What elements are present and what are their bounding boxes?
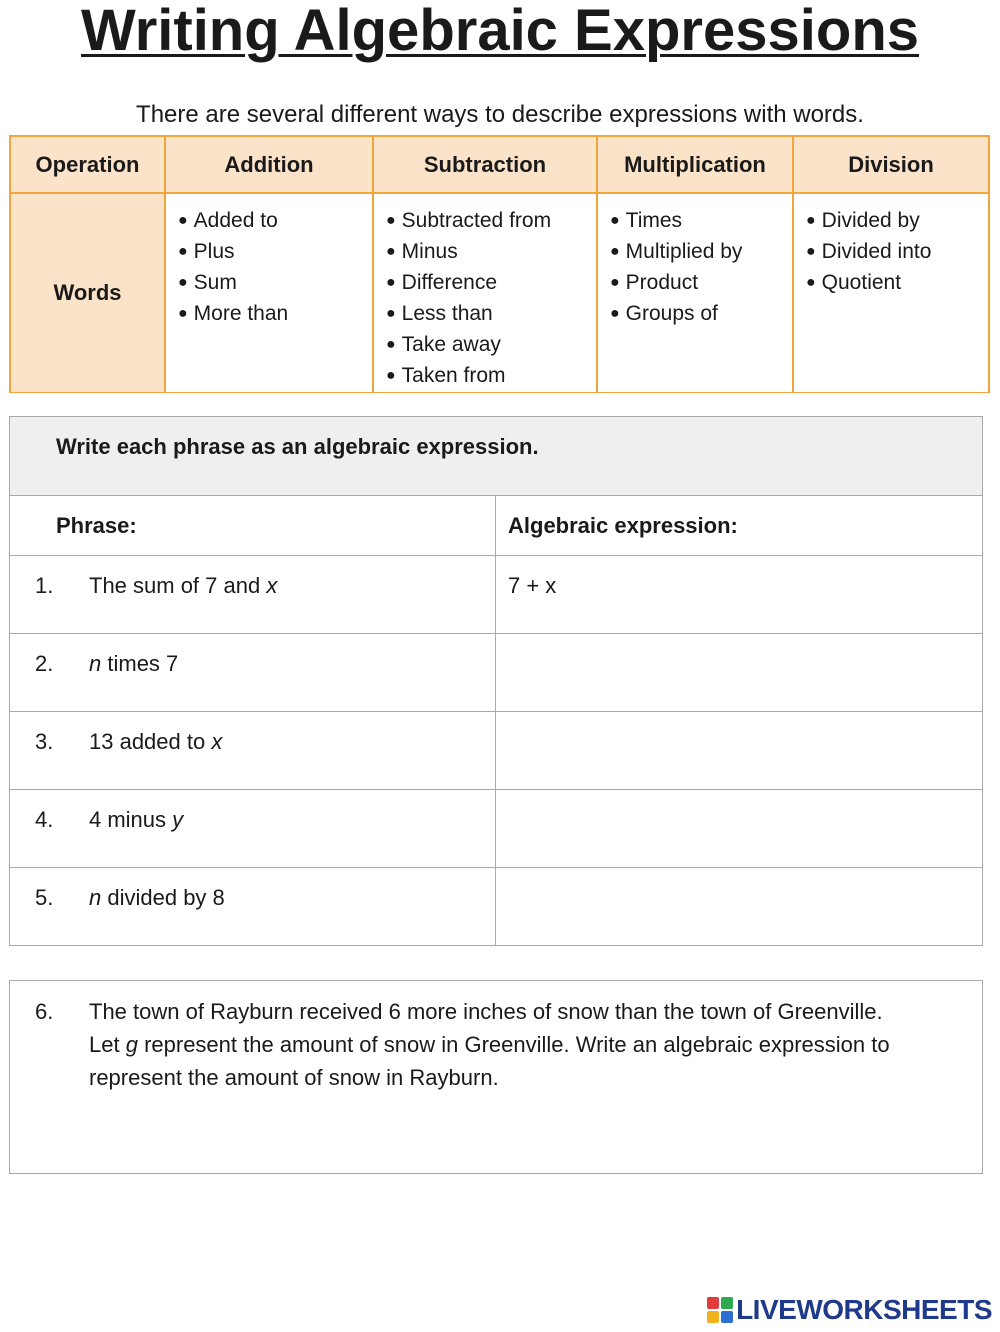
phrase-table: [9, 416, 983, 946]
word-item: ● Quotient: [806, 268, 988, 299]
words-label: Words: [11, 194, 166, 392]
intro-text: There are several different ways to describe expressions with words.: [136, 101, 864, 128]
answer-field[interactable]: [496, 790, 982, 867]
logo-square: [721, 1297, 733, 1309]
item-number: 1.: [35, 573, 54, 598]
phrase-header: Phrase:: [10, 496, 496, 555]
logo-text: LIVEWORKSHEETS: [736, 1294, 992, 1325]
word-item: ● Take away: [386, 330, 596, 361]
word-item: ● Divided into: [806, 237, 988, 268]
phrase-text: 13 added to x: [89, 729, 223, 754]
table-row: [10, 790, 982, 868]
multiplication-words: [598, 194, 794, 392]
logo-square: [721, 1311, 733, 1323]
item-number: 4.: [35, 807, 54, 832]
phrase-text: The sum of 7 and x: [89, 573, 278, 598]
answer-field[interactable]: [496, 634, 982, 711]
answer-field[interactable]: [496, 712, 982, 789]
phrase-text: n divided by 8: [89, 885, 225, 910]
multiplication-header: Multiplication: [598, 137, 794, 194]
addition-words: [166, 194, 374, 392]
table-row: [10, 712, 982, 790]
item-number: 2.: [35, 651, 54, 676]
operation-header: Operation: [11, 137, 166, 194]
item-number: 3.: [35, 729, 54, 754]
liveworksheets-logo: [707, 1294, 992, 1326]
page-title: Writing Algebraic Expressions: [81, 0, 919, 63]
table-header-row: [10, 496, 982, 556]
word-item: ● Less than: [386, 299, 596, 330]
word-item: ● Sum: [178, 268, 372, 299]
phrase-cell: [10, 790, 496, 867]
word-item: ● Added to: [178, 206, 372, 237]
division-words: [794, 194, 988, 392]
logo-icon: [707, 1297, 733, 1323]
word-item: ● Times: [610, 206, 792, 237]
word-item: ● Subtracted from: [386, 206, 596, 237]
word-item: ● Divided by: [806, 206, 988, 237]
phrase-text: 4 minus y: [89, 807, 184, 832]
addition-header: Addition: [166, 137, 374, 194]
item-number: 5.: [35, 885, 54, 910]
word-problem[interactable]: [9, 980, 983, 1174]
item-number: 6.: [35, 999, 54, 1024]
problem-text: The town of Rayburn received 6 more inches of snow than the town of Greenville. Let g represent the amount of snow in Greenville. Write an algebraic expression to represent the amount of snow in Rayburn.: [89, 999, 890, 1090]
expression-header: Algebraic expression:: [508, 513, 738, 538]
phrase-cell: [10, 634, 496, 711]
table-row: [10, 634, 982, 712]
logo-square: [707, 1311, 719, 1323]
word-item: ● More than: [178, 299, 372, 330]
operations-table: [9, 135, 990, 393]
phrase-cell: [10, 556, 496, 633]
answer-field[interactable]: [496, 868, 982, 946]
subtraction-words: [374, 194, 598, 392]
word-item: ● Difference: [386, 268, 596, 299]
word-item: ● Taken from: [386, 361, 596, 392]
table-row: [10, 868, 982, 946]
phrase-cell: [10, 712, 496, 789]
phrase-text: n times 7: [89, 651, 179, 676]
word-item: ● Multiplied by: [610, 237, 792, 268]
word-item: ● Groups of: [610, 299, 792, 330]
logo-square: [707, 1297, 719, 1309]
word-item: ● Product: [610, 268, 792, 299]
table-row: [10, 556, 982, 634]
word-item: ● Minus: [386, 237, 596, 268]
word-item: ● Plus: [178, 237, 372, 268]
division-header: Division: [794, 137, 988, 194]
phrase-cell: [10, 868, 496, 946]
answer-field[interactable]: 7 + x: [508, 573, 557, 598]
subtraction-header: Subtraction: [374, 137, 598, 194]
instruction: Write each phrase as an algebraic expression.: [10, 417, 982, 496]
